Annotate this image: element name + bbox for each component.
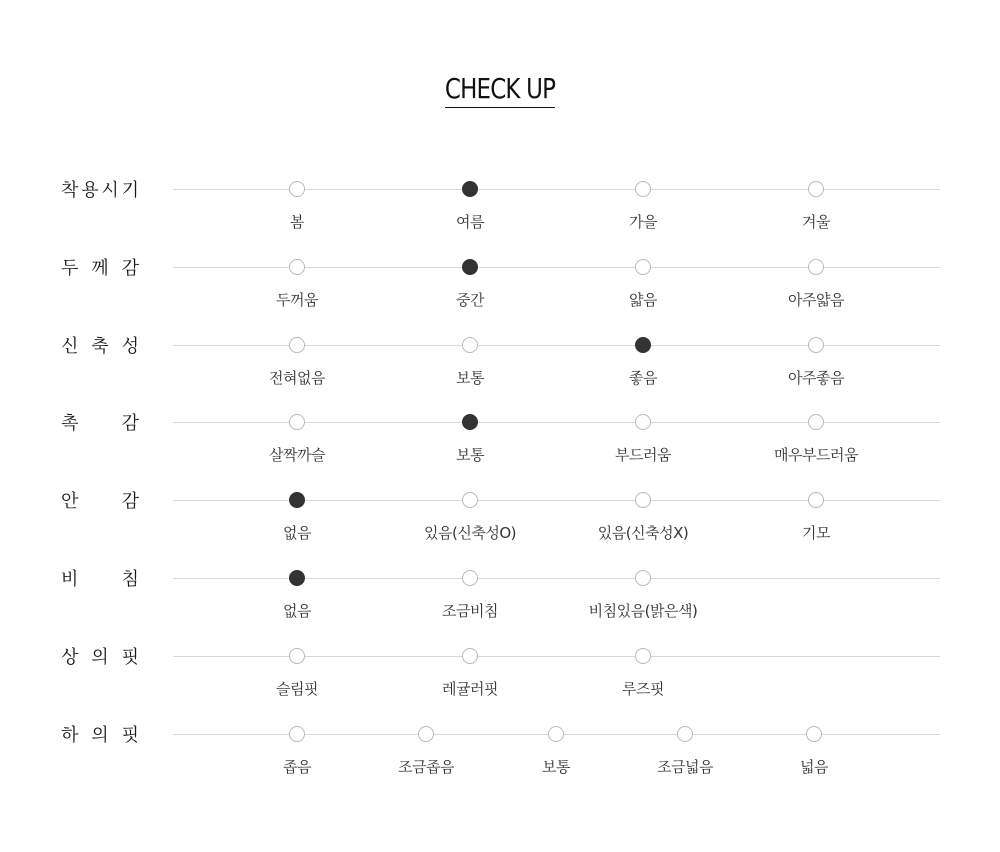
row-label	[61, 410, 139, 434]
option-label: 조금좁음	[398, 758, 454, 776]
row-label-char: 착	[61, 180, 79, 201]
option-label: 없음	[283, 602, 311, 620]
option-label: 기모	[802, 524, 830, 542]
page-title	[90, 72, 910, 108]
radio-dot[interactable]	[677, 726, 693, 742]
checkup-row	[0, 413, 1000, 482]
radio-dot[interactable]	[635, 414, 651, 430]
radio-dot[interactable]	[462, 492, 478, 508]
radio-dot-selected[interactable]	[462, 259, 478, 275]
radio-dot[interactable]	[289, 181, 305, 197]
row-label-char: 안	[61, 491, 79, 512]
radio-dot[interactable]	[808, 492, 824, 508]
option-label: 없음	[283, 524, 311, 542]
option-label: 넓음	[800, 758, 828, 776]
row-label-char: 기	[121, 180, 139, 201]
row-label	[61, 255, 139, 279]
row-label-char: 시	[101, 180, 119, 201]
option-label: 봄	[290, 213, 304, 231]
option-label: 조금넓음	[657, 758, 713, 776]
row-label	[61, 177, 139, 201]
row-label-char: 신	[61, 336, 79, 357]
radio-dot-selected[interactable]	[289, 570, 305, 586]
option-label: 아주얇음	[788, 291, 844, 309]
row-label	[61, 333, 139, 357]
radio-dot[interactable]	[462, 337, 478, 353]
row-label-char: 상	[61, 647, 79, 668]
row-label-char: 성	[121, 336, 139, 357]
radio-dot[interactable]	[635, 492, 651, 508]
radio-dot[interactable]	[548, 726, 564, 742]
option-label: 살짝까슬	[269, 446, 325, 464]
option-label: 가을	[629, 213, 657, 231]
radio-dot[interactable]	[808, 181, 824, 197]
row-label-char: 감	[121, 258, 139, 279]
option-label: 조금비침	[442, 602, 498, 620]
radio-dot[interactable]	[289, 414, 305, 430]
option-label: 슬림핏	[276, 680, 318, 698]
row-label	[61, 566, 139, 590]
radio-dot-selected[interactable]	[462, 414, 478, 430]
radio-dot[interactable]	[289, 648, 305, 664]
row-label-char: 축	[91, 336, 109, 357]
radio-dot[interactable]	[418, 726, 434, 742]
option-label: 얇음	[629, 291, 657, 309]
row-label-char: 핏	[121, 647, 139, 668]
option-label: 루즈핏	[622, 680, 664, 698]
option-label: 겨울	[802, 213, 830, 231]
row-label-char: 의	[91, 647, 109, 668]
option-label: 보통	[456, 369, 484, 387]
radio-dot[interactable]	[462, 570, 478, 586]
row-label-char: 하	[61, 725, 79, 746]
option-label: 두꺼움	[276, 291, 318, 309]
option-label: 부드러움	[615, 446, 671, 464]
row-label-char: 의	[91, 725, 109, 746]
row-label-char: 감	[121, 491, 139, 512]
checkup-row	[0, 647, 1000, 716]
row-label-char: 촉	[61, 413, 79, 434]
row-label-char: 침	[121, 569, 139, 590]
row-label-char: 핏	[121, 725, 139, 746]
radio-dot[interactable]	[808, 259, 824, 275]
radio-dot[interactable]	[635, 648, 651, 664]
radio-dot[interactable]	[808, 337, 824, 353]
option-label: 있음(신축성O)	[424, 524, 516, 542]
option-label: 아주좋음	[788, 369, 844, 387]
radio-dot-selected[interactable]	[289, 492, 305, 508]
option-label: 좁음	[283, 758, 311, 776]
option-label: 보통	[542, 758, 570, 776]
option-label: 비침있음(밝은색)	[588, 602, 698, 620]
checkup-row	[0, 258, 1000, 327]
checkup-row	[0, 569, 1000, 638]
radio-dot[interactable]	[806, 726, 822, 742]
option-label: 좋음	[629, 369, 657, 387]
checkup-row	[0, 491, 1000, 560]
option-label: 보통	[456, 446, 484, 464]
option-label: 중간	[456, 291, 484, 309]
radio-dot[interactable]	[635, 181, 651, 197]
page-title-text: CHECK UP	[445, 73, 555, 108]
row-label	[61, 722, 139, 746]
radio-dot[interactable]	[808, 414, 824, 430]
checkup-row	[0, 336, 1000, 405]
option-label: 전혀없음	[269, 369, 325, 387]
radio-dot[interactable]	[635, 259, 651, 275]
row-label	[61, 644, 139, 668]
radio-dot[interactable]	[289, 726, 305, 742]
row-label-char: 용	[81, 180, 99, 201]
checkup-row	[0, 725, 1000, 794]
option-label: 매우부드러움	[774, 446, 858, 464]
option-label: 레귤러핏	[442, 680, 498, 698]
row-label	[61, 488, 139, 512]
row-label-char: 두	[61, 258, 79, 279]
option-label: 여름	[456, 213, 484, 231]
radio-dot[interactable]	[635, 570, 651, 586]
row-label-char: 께	[91, 258, 109, 279]
radio-dot-selected[interactable]	[462, 181, 478, 197]
radio-dot-selected[interactable]	[635, 337, 651, 353]
row-label-char: 비	[61, 569, 79, 590]
radio-dot[interactable]	[462, 648, 478, 664]
checkup-row	[0, 180, 1000, 249]
row-label-char: 감	[121, 413, 139, 434]
option-label: 있음(신축성X)	[597, 524, 689, 542]
radio-dot[interactable]	[289, 259, 305, 275]
radio-dot[interactable]	[289, 337, 305, 353]
